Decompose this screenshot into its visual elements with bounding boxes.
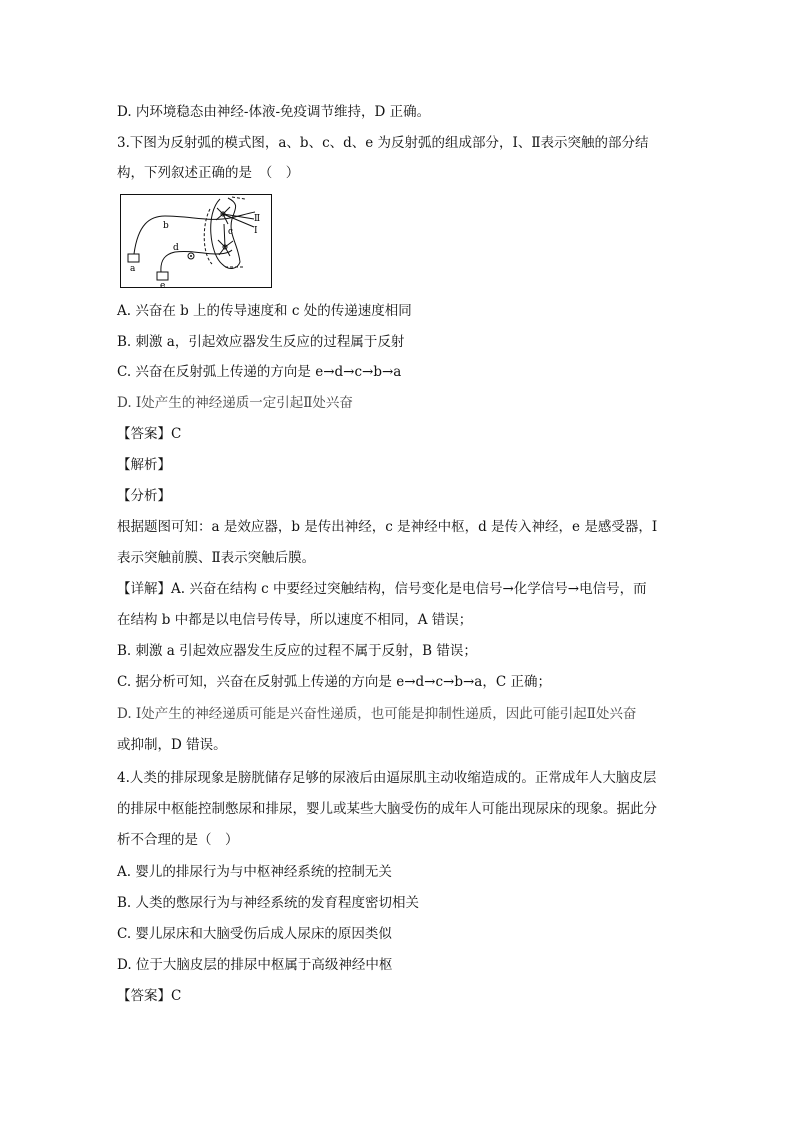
label-d: d — [173, 243, 179, 253]
option-c: C. 兴奋在反射弧上传递的方向是 e→d→c→b→a — [117, 364, 402, 380]
option-b: B. 刺激 a，引起效应器发生反应的过程属于反射 — [117, 334, 405, 350]
text-line: 或抑制，D 错误。 — [117, 737, 227, 753]
answer-label: 【答案】C — [117, 426, 182, 442]
text-line: 【详解】A. 兴奋在结构 c 中要经过突触结构，信号变化是电信号→化学信号→电信号，而 — [117, 581, 647, 597]
question-3-stem-cont: 构，下列叙述正确的是 （ ） — [117, 165, 300, 181]
reflex-arc-diagram — [120, 194, 272, 288]
option-a: A. 婴儿的排尿行为与中枢神经系统的控制无关 — [117, 864, 392, 880]
text-line: 在结构 b 中都是以电信号传导，所以速度不相同，A 错误； — [117, 612, 473, 628]
text-line: D. 内环境稳态由神经-体液-免疫调节维持，D 正确。 — [117, 104, 431, 120]
analysis-heading: 【解析】 — [117, 457, 171, 473]
label-I: Ⅰ — [254, 226, 258, 236]
answer-label: 【答案】C — [117, 988, 182, 1004]
question-3-stem: 3.下图为反射弧的模式图，a、b、c、d、e 为反射弧的组成部分，Ⅰ、Ⅱ表示突触的部分结 — [117, 135, 649, 151]
label-e: e — [160, 281, 166, 288]
option-d: D. Ⅰ处产生的神经递质一定引起Ⅱ处兴奋 — [117, 395, 353, 411]
text-line: D. Ⅰ处产生的神经递质可能是兴奋性递质，也可能是抑制性递质，因此可能引起Ⅱ处兴奋 — [117, 706, 637, 722]
text-line: B. 刺激 a 引起效应器发生反应的过程不属于反射，B 错误； — [117, 643, 477, 659]
text-line: C. 据分析可知，兴奋在反射弧上传递的方向是 e→d→c→b→a，C 正确； — [117, 674, 551, 690]
label-a: a — [130, 264, 136, 274]
text-line: 根据题图可知：a 是效应器，b 是传出神经，c 是神经中枢，d 是传入神经，e 是感受器，Ⅰ — [117, 519, 658, 535]
option-b: B. 人类的憋尿行为与神经系统的发育程度密切相关 — [117, 895, 420, 911]
label-b: b — [163, 221, 169, 231]
text-line: 表示突触前膜、Ⅱ表示突触后膜。 — [117, 550, 316, 566]
label-c: c — [228, 227, 234, 237]
option-c: C. 婴儿尿床和大脑受伤后成人尿床的原因类似 — [117, 926, 392, 942]
analysis-subheading: 【分析】 — [117, 488, 171, 504]
option-a: A. 兴奋在 b 上的传导速度和 c 处的传递速度相同 — [117, 303, 412, 319]
option-d: D. 位于大脑皮层的排尿中枢属于高级神经中枢 — [117, 957, 393, 973]
label-II: Ⅱ — [254, 214, 261, 224]
question-4-stem-cont: 析不合理的是（ ） — [117, 832, 239, 848]
question-4-stem: 4.人类的排尿现象是膀胱储存足够的尿液后由逼尿肌主动收缩造成的。正常成年人大脑皮层 — [117, 770, 657, 786]
question-4-stem-cont: 的排尿中枢能控制憋尿和排尿，婴儿或某些大脑受伤的成年人可能出现尿床的现象。据此分 — [117, 801, 657, 817]
